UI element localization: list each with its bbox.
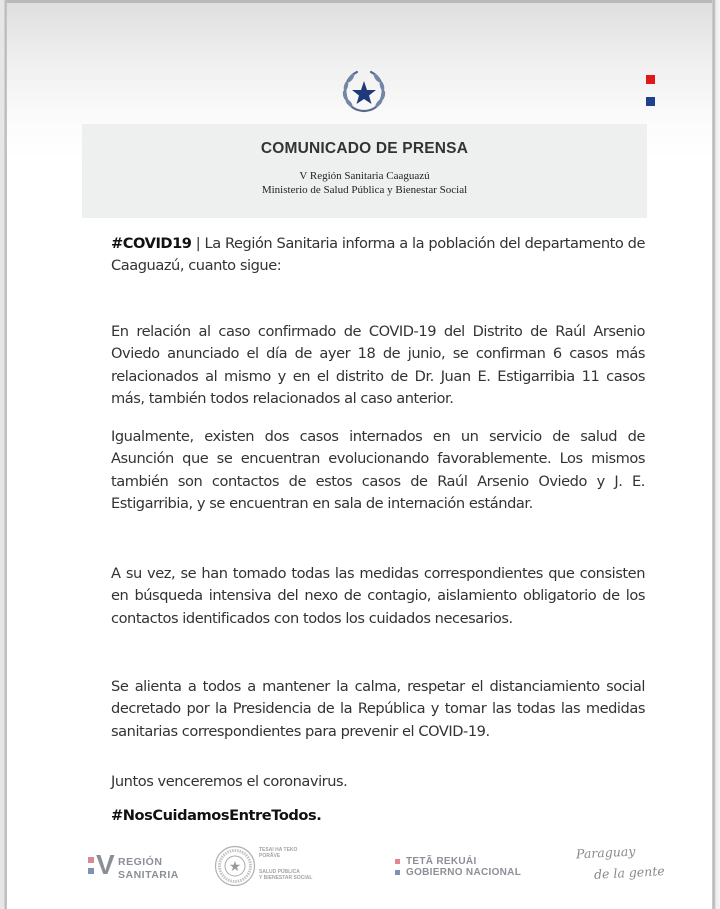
region-logo-mark: V xyxy=(96,849,115,880)
paragraph-closing: Juntos venceremos el coronavirus. xyxy=(111,773,348,790)
red-square-icon xyxy=(395,859,400,864)
gov-logo-line1: TETÃ REKUÁI xyxy=(406,856,477,867)
paragraph-cases: En relación al caso confirmado de COVID-19 del Distrito de Raúl Arsenio Oviedo anunciado el día de ayer 18 de junio, se confirman 6 casos más relacionados al mismo y en el distrito de Dr. Juan E. Estigarribia 11 casos más, también todos relacionados al caso anterior. xyxy=(111,323,645,407)
paragraph-measures: A su vez, se han tomado todas las medidas correspondientes que consisten en búsqueda intensiva del nexo de contagio, aislamiento obligatorio de los contactos identificados con todos los cuidados necesarios. xyxy=(111,565,645,627)
hashtag-covid19: #COVID19 xyxy=(111,235,192,252)
ministry-logo-line3: SALUD PÚBLICA xyxy=(259,869,300,876)
page-title: COMUNICADO DE PRENSA xyxy=(260,140,469,157)
frame-border-top xyxy=(0,0,720,3)
region-logo-line2: SANITARIA xyxy=(118,869,179,881)
paraguay-de-la-gente-logo xyxy=(576,843,666,887)
region-sanitaria-logo xyxy=(88,849,188,883)
ministry-logo-line1: TESAI HA TEKO xyxy=(259,847,298,853)
ministry-logo-text xyxy=(259,848,339,882)
ministry-logo-line4: Y BIENESTAR SOCIAL xyxy=(259,874,313,881)
flag-marks xyxy=(646,75,656,107)
header-box xyxy=(82,124,647,218)
star-laurel-emblem-icon xyxy=(337,66,391,114)
ministry-seal-icon xyxy=(214,845,256,887)
intro-text: La Región Sanitaria informa a la población del departamento de Caaguazú, cuanto sigue: xyxy=(111,235,645,275)
paragraph-calm: Se alienta a todos a mantener la calma, respetar el distanciamiento social decretado por la Presidencia de la República y tomar las todas las medidas sanitarias correspondientes para prevenir el COVID-19. xyxy=(111,678,645,740)
frame-border-left xyxy=(0,0,7,909)
frame-border-right xyxy=(712,0,720,909)
separator: | xyxy=(195,235,201,252)
blue-square-icon xyxy=(88,868,94,874)
slogan-line1: Paraguay xyxy=(575,843,636,862)
paragraph-hospitalized: Igualmente, existen dos casos internados en un servicio de salud de Asunción que se encuentran evolucionando favorablemente. Los mismos también son contactos de estos casos de Raúl Arsenio Oviedo y J. E. Estigarribia, y se encuentran en sala de internación estándar. xyxy=(111,428,645,512)
footer-logos xyxy=(0,840,720,900)
header-subtitle-region: V Región Sanitaria Caaguazú xyxy=(299,170,430,182)
header-subtitle-ministry: Ministerio de Salud Pública y Bienestar Social xyxy=(261,184,468,196)
ministry-logo-line2: PORÃVE xyxy=(259,852,281,859)
slogan-line2: de la gente xyxy=(593,863,666,882)
hashtag-closing: #NosCuidamosEntreTodos. xyxy=(111,807,322,824)
paragraph-intro xyxy=(111,233,645,278)
blue-square-icon xyxy=(395,870,400,875)
region-logo-line1: REGIÓN xyxy=(118,856,163,868)
gobierno-nacional-logo xyxy=(395,857,535,881)
red-square-icon xyxy=(646,75,655,84)
blue-square-icon xyxy=(646,97,655,106)
gov-logo-line2: GOBIERNO NACIONAL xyxy=(406,867,522,878)
red-square-icon xyxy=(88,857,94,863)
